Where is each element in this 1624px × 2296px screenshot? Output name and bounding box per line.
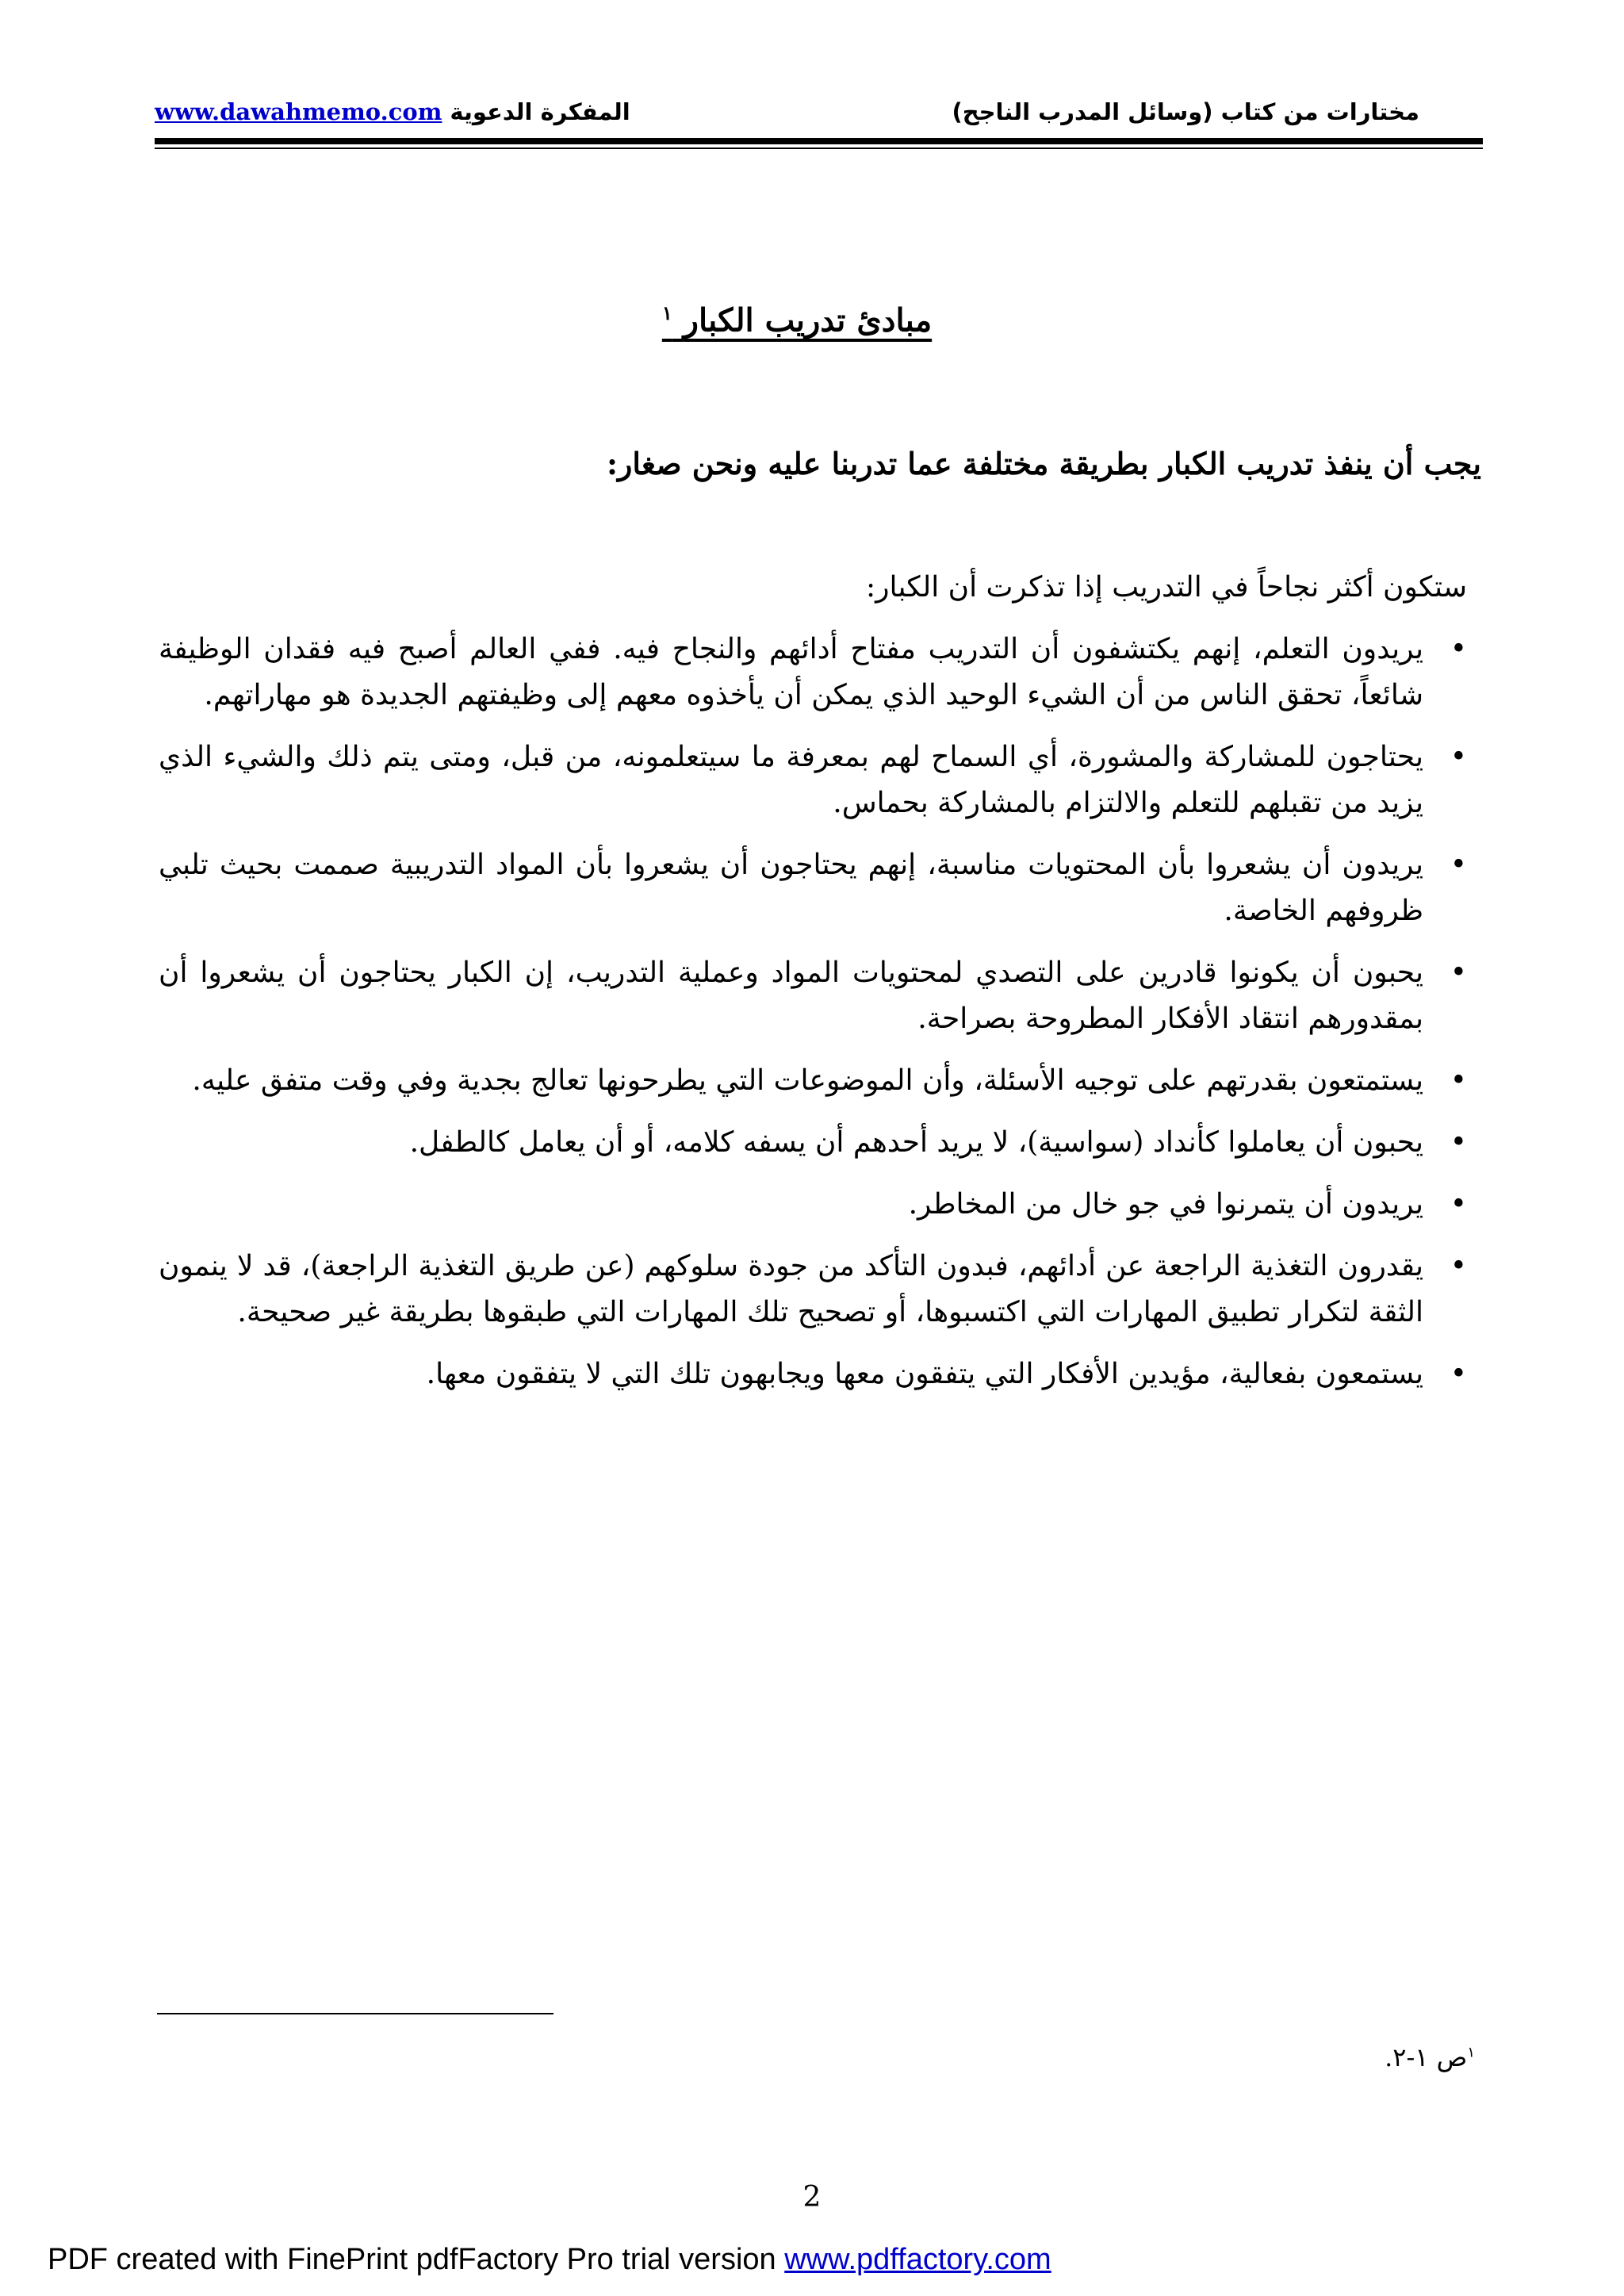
- page-number: 2: [802, 2181, 822, 2214]
- footnote-text: ص ١-٢.: [1385, 2042, 1468, 2072]
- title-text: مبادئ تدريب الكبار: [683, 301, 933, 339]
- list-item: • يريدون أن يتمرنوا في جو خال من المخاطر.: [159, 1182, 1467, 1228]
- page-title: [634, 301, 959, 339]
- site-name: المفكرة الدعوية: [450, 98, 630, 125]
- list-item: • يريدون أن يشعروا بأن المحتويات مناسبة، إنهم يحتاجون أن يشعروا بأن المواد التدريبية صممت بحيث تلبي ظروفهم الخاصة.: [159, 842, 1467, 934]
- header-rule-thick: [155, 138, 1483, 144]
- list-item: • يحبون أن يكونوا قادرين على التصدي لمحتويات المواد وعملية التدريب، إن الكبار يحتاجون أن يشعروا أن بمقدورهم انتقاد الأفكار المطروحة بصراحة.: [159, 950, 1467, 1042]
- list-item: • يستمتعون بقدرتهم على توجيه الأسئلة، وأن الموضوعات التي يطرحونها تعالج بجدية وفي وقت متفق عليه.: [159, 1058, 1467, 1104]
- intro-text: ستكون أكثر نجاحاً في التدريب إذا تذكرت أن الكبار:: [866, 571, 1467, 604]
- pdf-banner-text: PDF created with FinePrint pdfFactory Pro trial version: [48, 2243, 785, 2276]
- site-url-link[interactable]: www.dawahmemo.com: [155, 98, 442, 125]
- header-rule-thin: [155, 148, 1483, 149]
- list-item: • يحتاجون للمشاركة والمشورة، أي السماح لهم بمعرفة ما سيتعلمونه، من قبل، ومتى يتم ذلك والشيء الذي يزيد من تقبلهم للتعلم والالتزام بالمشاركة بحماس.: [159, 734, 1467, 826]
- footnote: [1189, 2042, 1475, 2072]
- list-item: • يحبون أن يعاملوا كأنداد (سواسية)، لا يريد أحدهم أن يسفه كلامه، أو أن يعامل كالطفل.: [159, 1120, 1467, 1166]
- title-footnote-ref: ١: [661, 301, 672, 324]
- footnote-separator: [157, 2013, 553, 2014]
- site-info: [155, 98, 630, 125]
- list-item: • يستمعون بفعالية، مؤيدين الأفكار التي يتفقون معها ويجابهون تلك التي لا يتفقون معها.: [159, 1351, 1467, 1397]
- subheading: يجب أن ينفذ تدريب الكبار بطريقة مختلفة عما تدربنا عليه ونحن صغار:: [606, 446, 1481, 481]
- bullet-list: [159, 627, 1467, 1413]
- list-item: • يقدرون التغذية الراجعة عن أدائهم، فبدون التأكد من جودة سلوكهم (عن طريق التغذية الراجعة)، قد لا ينمون الثقة لتكرار تطبيق المهارات التي اكتسبوها، أو تصحيح تلك المهارات التي طبقوها بطريقة غير صحيحة.: [159, 1244, 1467, 1336]
- footnote-marker: ١: [1467, 2044, 1475, 2061]
- page-header: [155, 94, 1483, 132]
- book-title: مختارات من كتاب (وسائل المدرب الناجح): [952, 98, 1419, 125]
- pdf-banner-link[interactable]: www.pdffactory.com: [784, 2243, 1051, 2276]
- pdf-banner: [48, 2243, 1051, 2277]
- list-item: • يريدون التعلم، إنهم يكتشفون أن التدريب مفتاح أدائهم والنجاح فيه. ففي العالم أصبح فيه فقدان الوظيفة شائعاً، تحقق الناس من أن الشيء الوحيد الذي يمكن أن يأخذوه معهم إلى وظيفتهم الجديدة هو مهاراتهم.: [159, 627, 1467, 719]
